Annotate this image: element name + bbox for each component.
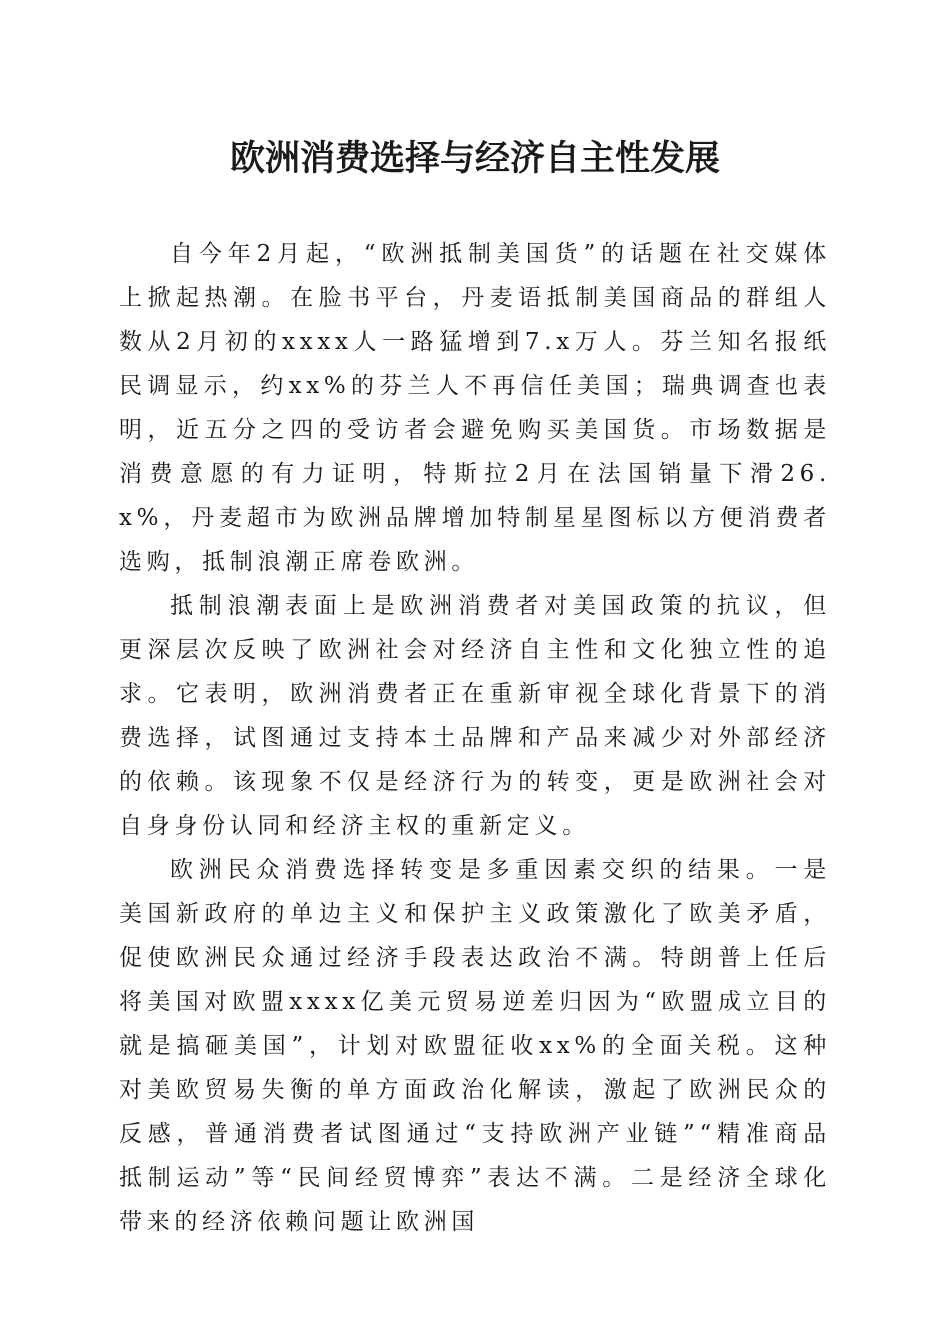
document-body [119, 232, 831, 1244]
document-title: 欧洲消费选择与经济自主性发展 [229, 139, 720, 179]
paragraph-2: 抵制浪潮表面上是欧洲消费者对美国政策的抗议，但更深层次反映了欧洲社会对经济自主性和文化独立性的追求。它表明，欧洲消费者正在重新审视全球化背景下的消费选择，试图通过支持本土品牌和产品来减少对外部经济的依赖。该现象不仅是经济行为的转变，更是欧洲社会对自身身份认同和经济主权的重新定义。 [119, 593, 831, 839]
paragraph-3: 欧洲民众消费选择转变是多重因素交织的结果。一是美国新政府的单边主义和保护主义政策激化了欧美矛盾，促使欧洲民众通过经济手段表达政治不满。特朗普上任后将美国对欧盟xxxx亿美元贸易逆差归因为“欧盟成立目的就是搞砸美国”，计划对欧盟征收xx%的全面关税。这种对美欧贸易失衡的单方面政治化解读，激起了欧洲民众的反感，普通消费者试图通过“支持欧洲产业链”“精准商品抵制运动”等“民间经贸博弈”表达不满。二是经济全球化带来的经济依赖问题让欧洲国 [119, 857, 831, 1235]
paragraph-1: 自今年2月起，“欧洲抵制美国货”的话题在社交媒体上掀起热潮。在脸书平台，丹麦语抵制美国商品的群组人数从2月初的xxxx人一路猛增到7.x万人。芬兰知名报纸民调显示，约xx%的芬兰人不再信任美国；瑞典调查也表明，近五分之四的受访者会避免购买美国货。市场数据是消费意愿的有力证明，特斯拉2月在法国销量下滑26.x%，丹麦超市为欧洲品牌增加特制星星图标以方便消费者选购，抵制浪潮正席卷欧洲。 [119, 241, 831, 575]
